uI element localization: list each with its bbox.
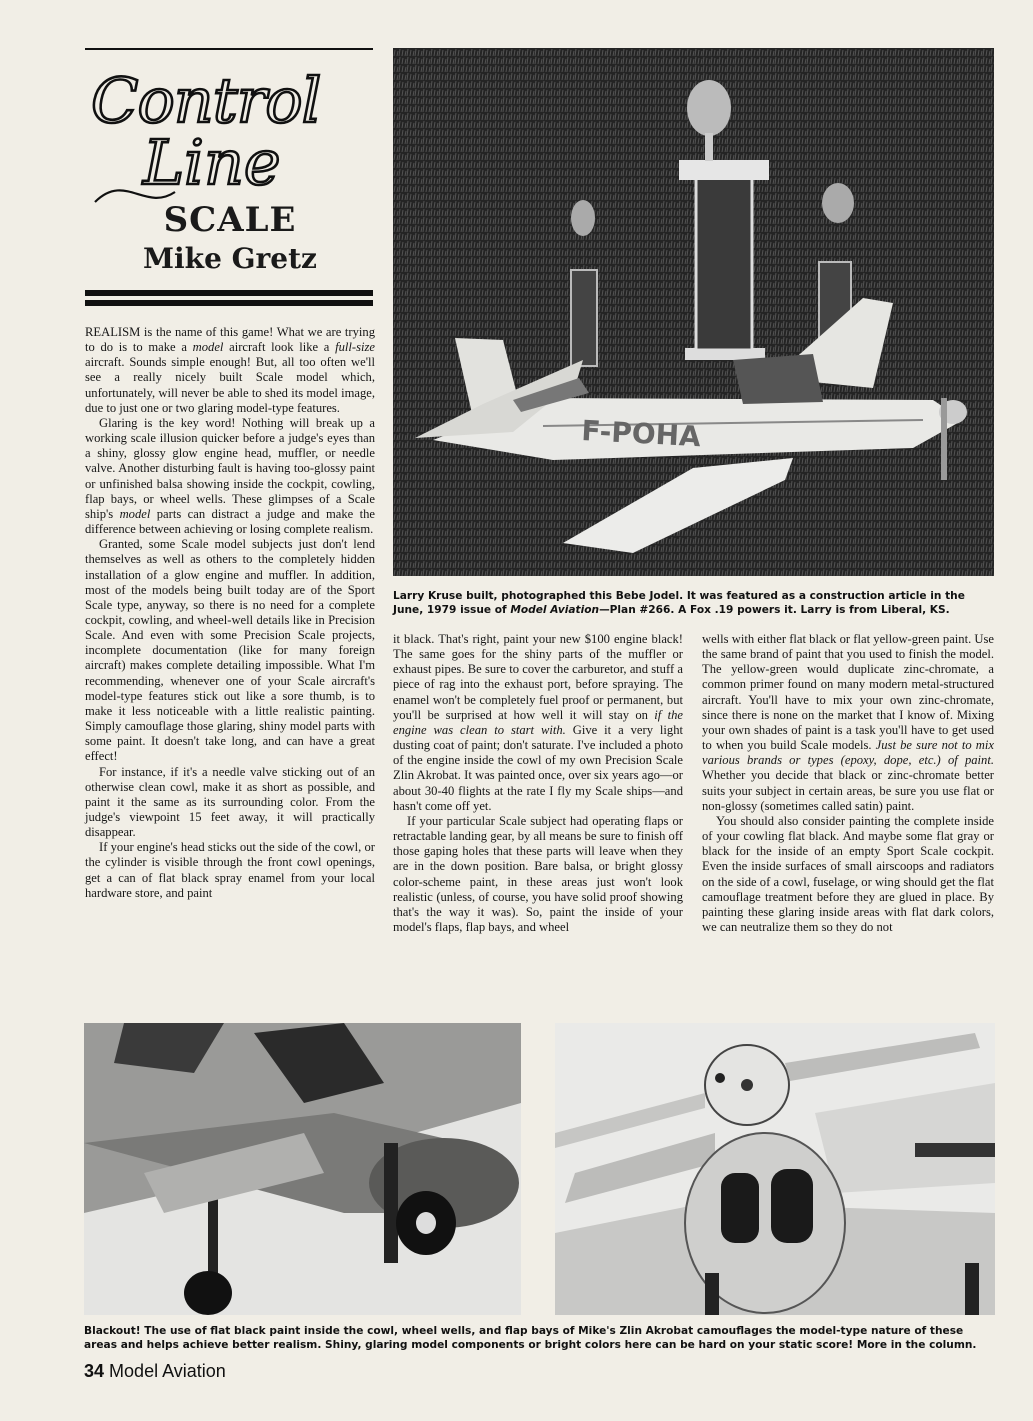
paragraph [393,632,683,814]
italic-run: model [119,506,151,521]
paragraph: If your particular Scale subject had operating flaps or retractable landing gear, by all means be sure to finish off those gaping holes that these parts will leave when they are in the down position. Bare balsa, or bright glossy color-scheme paint, in these areas just won't look realistic (unless, of course, you have solid proof showing that's the way it was). So, paint the inside of your model's flaps, flap bays, and wheel [393,813,683,934]
paragraph [85,325,375,416]
article-column-1 [85,325,375,901]
italic-run: full-size [335,340,375,355]
paragraph [85,416,375,537]
logo-line-line: Line [143,126,281,199]
logo-line-control: Control [91,64,321,137]
text-run: aircraft look like a [223,340,336,355]
header-rule-b [85,300,373,306]
photo-bebe-jodel [393,48,994,576]
main-caption-text-2: —Plan #266. A Fox .19 powers it. Larry is from Liberal, KS. [599,604,950,616]
page-footer [84,1361,226,1382]
column-title: SCALE [163,200,297,240]
article-column-3 [702,632,994,935]
main-photo-caption [393,589,996,617]
page-number: 34 [84,1361,105,1381]
text-run: REALISM is the name of this game! What we are trying to do is to make a [85,325,375,355]
author-name: Mike Gretz [143,242,317,275]
text-run: it black. That's right, paint your new $100 engine black! The same goes for the shiny parts of the muffler or exhaust pipes. Be sure to cover the carburetor, and stuff a piece of rag into the exhaust port, before spraying. The enamel won't be completely fuel proof or permanent, but you'll be surprised at how well it will stay on [393,632,683,722]
footer-magazine-name: Model Aviation [109,1361,226,1381]
main-caption-text-1: Larry Kruse built, photographed this Bebe Jodel. It was featured as a construction article in the June, 1979 issue of [393,590,965,616]
paragraph: For instance, if it's a needle valve sticking out of an otherwise clean cowl, make it as short as possible, and paint it the same as its surrounding color. From the judge's viewpoint 15 feet away, it will practically disappear. [85,764,375,840]
bottom-photos-caption: Blackout! The use of flat black paint inside the cowl, wheel wells, and flap bays of Mike's Zlin Akrobat camouflages the model-type nature of these areas and helps achieve better realism. Shiny, glaring model components or bright colors here can be hard on your static score! More in the column. [84,1325,977,1351]
trophy-left [571,200,597,366]
text-run: parts can distract a judge and make the difference between achieving or losing complete realism. [85,506,376,537]
photo-wing-wheel-well [84,1023,521,1315]
airplane-registration: F-POHA [580,414,702,454]
paragraph: You should also consider painting the complete inside of your cowling flat black. And maybe some flat gray or black for the inside of an empty Sport Scale cockpit. Even the inside surfaces of small airscoops and radiators on the side of a cowl, fuselage, or wing should get the flat camouflage treatment before they are glued in place. By painting these glaring inside areas with flat dark colors, we can neutralize them so they do not [702,813,994,934]
italic-run: model [192,340,224,355]
header-top-rule [85,48,373,50]
text-run: Glaring is the key word! Nothing will break up a working scale illusion quicker before a judge's eyes than a shiny, glossy glow engine head, muffler, or needle valve. Another disturbing fault is having too-glossy paint or unfinished balsa showing inside the cockpit, cowling, flap bays, or wheel wells. These glimpses of a Scale ship's [85,415,375,521]
text-run: Give it a very light dusting coat of paint; don't saturate. I've included a photo of the engine inside the cowl of my own Precision Scale Zlin Akrobat. It was painted once, over six years ago—or about 30-40 flights at the rate I fly my Scale ships—and hasn't come off yet. [393,722,684,813]
article-column-2 [393,632,683,935]
paragraph: If your engine's head sticks out the side of the cowl, or the cylinder is visible through the front cowl openings, get a can of flat black spray enamel from your local hardware store, and paint [85,840,375,900]
text-run: Whether you decide that black or zinc-chromate better suits your subject in certain areas, be sure you use flat or non-glossy (sometimes called satin) paint. [702,768,994,813]
photo-cowl-front [555,1023,995,1315]
text-run: wells with either flat black or flat yellow-green paint. Use the same brand of paint that you used to finish the model. The yellow-green would duplicate zinc-chromate, a common primer found on many modern metal-structured aircraft. You'll have to mix your own zinc-chromate, since there is none on the market that I know of. Mixing your own shades of paint is a task you'll have to get used to when you build Scale models. [702,632,994,753]
paragraph: Granted, some Scale model subjects just don't lend themselves as well as others to the completely hidden installation of a glow engine and muffler. In addition, most of the models being built today are of the Sport Scale type, anyway, so there is no need for a complete cockpit, cowling, and wheel-well details like in Precision Scale. And even with some Precision Scale projects, incomplete documentation (like for many foreign aircraft) makes complete detailing impossible. What I'm recommending, whenever one of your Scale aircraft's model-type features stick out like a sore thumb, is to make it less noticeable with a little realistic painting. Simply camouflage those glaring, shiny model parts with some paint. It doesn't take long, and can have a great effect! [85,537,375,764]
italic-run: Just be sure not to mix various brands or types (epoxy, dope, etc.) of paint. [702,738,994,768]
control-line-logo [85,52,375,212]
text-run: aircraft. Sounds simple enough! But, all too often we'll see a really nicely built Scale model which, unfortunately, will never be able to shed its model image, due to just one or two glaring model-type features. [85,355,375,415]
header-rule-a [85,290,373,296]
main-caption-magazine: Model Aviation [510,604,600,616]
paragraph [702,632,994,814]
italic-run: if the engine was clean to start with. [393,707,683,737]
